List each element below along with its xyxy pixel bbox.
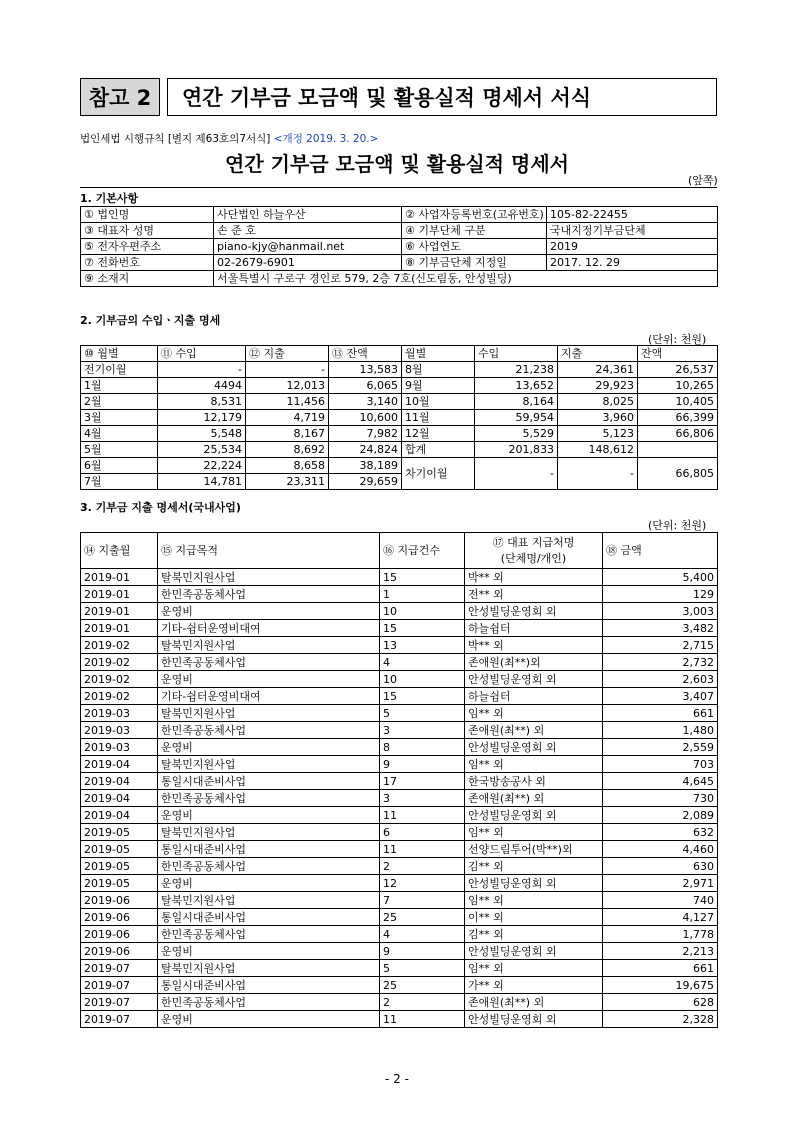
purpose-cell: 통일시대준비사업	[158, 909, 380, 926]
count-cell: 15	[380, 569, 465, 586]
table-row	[81, 1011, 718, 1028]
month-cell: 12월	[402, 426, 475, 442]
amount-cell: 661	[603, 705, 718, 722]
date-cell: 2019-06	[81, 909, 158, 926]
table-row	[81, 977, 718, 994]
count-cell: 9	[380, 943, 465, 960]
date-cell: 2019-07	[81, 960, 158, 977]
recipient-cell: 전** 외	[465, 586, 603, 603]
date-cell: 2019-04	[81, 773, 158, 790]
count-cell: 2	[380, 858, 465, 875]
amount-cell: 10,600	[329, 410, 402, 426]
amount-cell: 12,013	[246, 378, 329, 394]
month-cell: 합계	[402, 442, 475, 458]
date-cell: 2019-01	[81, 603, 158, 620]
count-cell: 25	[380, 909, 465, 926]
field-label: ⑦ 전화번호	[81, 255, 214, 271]
field-label: ④ 기부단체 구분	[402, 223, 547, 239]
section2-title: 2. 기부금의 수입ㆍ지출 명세	[80, 314, 221, 327]
amount-cell: -	[558, 458, 638, 490]
amount-cell: 7,982	[329, 426, 402, 442]
purpose-cell: 탈북민지원사업	[158, 756, 380, 773]
count-cell: 5	[380, 705, 465, 722]
field-label: ③ 대표자 성명	[81, 223, 214, 239]
amount-cell: 148,612	[558, 442, 638, 458]
table-row	[81, 654, 718, 671]
count-cell: 2	[380, 994, 465, 1011]
amount-cell: 4,645	[603, 773, 718, 790]
field-label: ② 사업자등록번호(고유번호)	[402, 207, 547, 223]
purpose-cell: 탈북민지원사업	[158, 569, 380, 586]
table-row	[81, 892, 718, 909]
count-cell: 25	[380, 977, 465, 994]
section3-title: 3. 기부금 지출 명세서(국내사업)	[80, 501, 241, 514]
amount-cell: 2,089	[603, 807, 718, 824]
table-row	[81, 824, 718, 841]
amount-cell: 66,399	[638, 410, 718, 426]
recipient-cell: 존애원(최**) 외	[465, 722, 603, 739]
table-row	[81, 569, 718, 586]
column-header: 수입	[475, 346, 558, 362]
column-header: 월별	[402, 346, 475, 362]
law-reference	[80, 131, 378, 146]
table-row	[81, 362, 718, 378]
recipient-cell: 안성빌딩운영회 외	[465, 807, 603, 824]
count-cell: 4	[380, 654, 465, 671]
purpose-cell: 운영비	[158, 1011, 380, 1028]
table-row	[81, 671, 718, 688]
amount-cell: 24,824	[329, 442, 402, 458]
table-row	[81, 807, 718, 824]
recipient-cell: 임** 외	[465, 705, 603, 722]
table-row	[81, 637, 718, 654]
recipient-cell: 안성빌딩운영회 외	[465, 943, 603, 960]
amount-cell: -	[246, 362, 329, 378]
amount-cell: 5,400	[603, 569, 718, 586]
recipient-cell: 하늘쉼터	[465, 620, 603, 637]
month-cell: 4월	[81, 426, 158, 442]
field-value: 105-82-22455	[547, 207, 718, 223]
basic-info-row	[81, 255, 718, 271]
amount-cell: 66,805	[638, 458, 718, 490]
amount-cell: 3,003	[603, 603, 718, 620]
table-row	[81, 841, 718, 858]
date-cell: 2019-04	[81, 756, 158, 773]
amount-cell: 12,179	[158, 410, 246, 426]
date-cell: 2019-03	[81, 739, 158, 756]
purpose-cell: 한민족공동체사업	[158, 586, 380, 603]
table-row	[81, 442, 718, 458]
amount-cell: 129	[603, 586, 718, 603]
column-header: ⑯ 지급건수	[380, 533, 465, 569]
month-cell: 10월	[402, 394, 475, 410]
date-cell: 2019-01	[81, 569, 158, 586]
recipient-cell: 안성빌딩운영회 외	[465, 875, 603, 892]
divider	[80, 187, 717, 188]
table-row	[81, 705, 718, 722]
recipient-cell: 박** 외	[465, 569, 603, 586]
date-cell: 2019-03	[81, 722, 158, 739]
amount-cell: 8,658	[246, 458, 329, 474]
recipient-cell: 하늘쉼터	[465, 688, 603, 705]
table-row	[81, 926, 718, 943]
amount-cell: 2,559	[603, 739, 718, 756]
purpose-cell: 한민족공동체사업	[158, 994, 380, 1011]
basic-info-row	[81, 207, 718, 223]
amount-cell: 8,692	[246, 442, 329, 458]
recipient-cell: 임** 외	[465, 756, 603, 773]
table-row	[81, 960, 718, 977]
purpose-cell: 운영비	[158, 807, 380, 824]
purpose-cell: 탈북민지원사업	[158, 705, 380, 722]
amount-cell: 25,534	[158, 442, 246, 458]
amount-cell: 8,531	[158, 394, 246, 410]
month-cell: 전기이월	[81, 362, 158, 378]
recipient-cell: 안성빌딩운영회 외	[465, 1011, 603, 1028]
column-header: ⑪ 수입	[158, 346, 246, 362]
table-row	[81, 722, 718, 739]
column-header: ⑬ 잔액	[329, 346, 402, 362]
date-cell: 2019-04	[81, 790, 158, 807]
amount-cell: 13,583	[329, 362, 402, 378]
count-cell: 3	[380, 790, 465, 807]
column-header: ⑫ 지출	[246, 346, 329, 362]
count-cell: 11	[380, 807, 465, 824]
date-cell: 2019-06	[81, 943, 158, 960]
amount-cell: 23,311	[246, 474, 329, 490]
amount-cell: 2,213	[603, 943, 718, 960]
purpose-cell: 운영비	[158, 943, 380, 960]
date-cell: 2019-04	[81, 807, 158, 824]
recipient-cell: 한국방송공사 외	[465, 773, 603, 790]
table-row	[81, 620, 718, 637]
date-cell: 2019-03	[81, 705, 158, 722]
amount-cell: 2,328	[603, 1011, 718, 1028]
basic-info-row	[81, 239, 718, 255]
purpose-cell: 운영비	[158, 739, 380, 756]
amount-cell: 661	[603, 960, 718, 977]
header-line: (단체명/개인)	[500, 551, 567, 565]
amount-cell: 66,806	[638, 426, 718, 442]
header-row	[81, 346, 718, 362]
amount-cell: 5,529	[475, 426, 558, 442]
column-header: 지출	[558, 346, 638, 362]
table-row	[81, 739, 718, 756]
table-row	[81, 410, 718, 426]
table-row	[81, 790, 718, 807]
table-row	[81, 909, 718, 926]
amount-cell: 2,715	[603, 637, 718, 654]
amount-cell: 2,971	[603, 875, 718, 892]
field-label: ⑤ 전자우편주소	[81, 239, 214, 255]
purpose-cell: 탈북민지원사업	[158, 892, 380, 909]
revision-date: <개정 2019. 3. 20.>	[273, 133, 379, 145]
amount-cell: 22,224	[158, 458, 246, 474]
recipient-cell: 김** 외	[465, 926, 603, 943]
document-title: 연간 기부금 모금액 및 활용실적 명세서	[225, 152, 569, 176]
column-header	[465, 533, 603, 569]
amount-cell: 201,833	[475, 442, 558, 458]
count-cell: 3	[380, 722, 465, 739]
purpose-cell: 한민족공동체사업	[158, 790, 380, 807]
amount-cell: 5,123	[558, 426, 638, 442]
field-value: 손 준 호	[214, 223, 402, 239]
amount-cell: 3,140	[329, 394, 402, 410]
count-cell: 9	[380, 756, 465, 773]
field-value: 국내지정기부금단체	[547, 223, 718, 239]
table-row	[81, 858, 718, 875]
amount-cell: 10,405	[638, 394, 718, 410]
amount-cell: 630	[603, 858, 718, 875]
count-cell: 6	[380, 824, 465, 841]
amount-cell: 21,238	[475, 362, 558, 378]
purpose-cell: 한민족공동체사업	[158, 858, 380, 875]
table-row	[81, 378, 718, 394]
date-cell: 2019-05	[81, 841, 158, 858]
purpose-cell: 운영비	[158, 875, 380, 892]
amount-cell: 632	[603, 824, 718, 841]
amount-cell: 2,732	[603, 654, 718, 671]
amount-cell: 3,407	[603, 688, 718, 705]
date-cell: 2019-05	[81, 875, 158, 892]
month-cell: 3월	[81, 410, 158, 426]
month-cell: 2월	[81, 394, 158, 410]
front-side-label: (앞쪽)	[688, 174, 718, 187]
amount-cell: 14,781	[158, 474, 246, 490]
count-cell: 11	[380, 1011, 465, 1028]
month-cell: 5월	[81, 442, 158, 458]
date-cell: 2019-02	[81, 671, 158, 688]
basic-info-row	[81, 223, 718, 239]
purpose-cell: 탈북민지원사업	[158, 960, 380, 977]
law-reference-text: 법인세법 시행규칙 [별지 제63호의7서식]	[80, 133, 271, 145]
recipient-cell: 존애원(최**) 외	[465, 994, 603, 1011]
header-row	[81, 533, 718, 569]
field-label: ① 법인명	[81, 207, 214, 223]
amount-cell: 29,659	[329, 474, 402, 490]
amount-cell: 13,652	[475, 378, 558, 394]
purpose-cell: 통일시대준비사업	[158, 977, 380, 994]
purpose-cell: 한민족공동체사업	[158, 654, 380, 671]
amount-cell: 4,460	[603, 841, 718, 858]
header-line: ⑰ 대표 지급처명	[492, 535, 575, 549]
table-row	[81, 943, 718, 960]
date-cell: 2019-07	[81, 977, 158, 994]
field-value: 02-2679-6901	[214, 255, 402, 271]
date-cell: 2019-07	[81, 994, 158, 1011]
amount-cell: 3,960	[558, 410, 638, 426]
amount-cell: 1,778	[603, 926, 718, 943]
recipient-cell: 이** 외	[465, 909, 603, 926]
count-cell: 11	[380, 841, 465, 858]
amount-cell: 1,480	[603, 722, 718, 739]
amount-cell: 6,065	[329, 378, 402, 394]
date-cell: 2019-06	[81, 892, 158, 909]
column-header: ⑱ 금액	[603, 533, 718, 569]
amount-cell: 59,954	[475, 410, 558, 426]
count-cell: 17	[380, 773, 465, 790]
recipient-cell: 안성빌딩운영회 외	[465, 739, 603, 756]
purpose-cell: 기타-쉼터운영비대여	[158, 688, 380, 705]
purpose-cell: 한민족공동체사업	[158, 926, 380, 943]
amount-cell: 38,189	[329, 458, 402, 474]
month-cell: 1월	[81, 378, 158, 394]
amount-cell: 5,548	[158, 426, 246, 442]
count-cell: 5	[380, 960, 465, 977]
amount-cell: 730	[603, 790, 718, 807]
amount-cell: 11,456	[246, 394, 329, 410]
amount-cell: 10,265	[638, 378, 718, 394]
table-row	[81, 875, 718, 892]
purpose-cell: 기타-쉼터운영비대여	[158, 620, 380, 637]
amount-cell: 8,167	[246, 426, 329, 442]
amount-cell: 740	[603, 892, 718, 909]
purpose-cell: 탈북민지원사업	[158, 824, 380, 841]
amount-cell: 19,675	[603, 977, 718, 994]
date-cell: 2019-02	[81, 688, 158, 705]
amount-cell: -	[475, 458, 558, 490]
recipient-cell: 선양드림투어(박**)외	[465, 841, 603, 858]
amount-cell: 26,537	[638, 362, 718, 378]
field-value: piano-kjy@hanmail.net	[214, 239, 402, 255]
field-label: ⑨ 소재지	[81, 271, 214, 287]
date-cell: 2019-05	[81, 858, 158, 875]
amount-cell: 24,361	[558, 362, 638, 378]
date-cell: 2019-06	[81, 926, 158, 943]
amount-cell: 29,923	[558, 378, 638, 394]
column-header: 잔액	[638, 346, 718, 362]
table-row	[81, 458, 718, 474]
recipient-cell: 안성빌딩운영회 외	[465, 671, 603, 688]
amount-cell: 3,482	[603, 620, 718, 637]
field-value: 사단법인 하늘우산	[214, 207, 402, 223]
recipient-cell: 가** 외	[465, 977, 603, 994]
basic-info-table	[80, 206, 718, 287]
amount-cell: 4494	[158, 378, 246, 394]
page-number: - 2 -	[385, 1072, 409, 1086]
purpose-cell: 탈북민지원사업	[158, 637, 380, 654]
count-cell: 15	[380, 688, 465, 705]
table-row	[81, 394, 718, 410]
recipient-cell: 김** 외	[465, 858, 603, 875]
field-value: 서울특별시 구로구 경인로 579, 2층 7호(신도림동, 안성빌딩)	[214, 271, 718, 287]
count-cell: 15	[380, 620, 465, 637]
count-cell: 13	[380, 637, 465, 654]
count-cell: 8	[380, 739, 465, 756]
date-cell: 2019-07	[81, 1011, 158, 1028]
table-row	[81, 603, 718, 620]
column-header: ⑮ 지급목적	[158, 533, 380, 569]
amount-cell: -	[158, 362, 246, 378]
amount-cell	[638, 442, 718, 458]
date-cell: 2019-02	[81, 654, 158, 671]
month-cell: 7월	[81, 474, 158, 490]
field-label: ⑥ 사업연도	[402, 239, 547, 255]
section3-unit: (단위: 천원)	[648, 519, 707, 532]
carry-over-label: 차기이월	[402, 458, 475, 490]
month-cell: 6월	[81, 458, 158, 474]
count-cell: 1	[380, 586, 465, 603]
date-cell: 2019-01	[81, 586, 158, 603]
reference-title: 연간 기부금 모금액 및 활용실적 명세서 서식	[167, 78, 717, 116]
expense-detail-table	[80, 532, 718, 1028]
purpose-cell: 통일시대준비사업	[158, 841, 380, 858]
month-cell: 11월	[402, 410, 475, 426]
recipient-cell: 임** 외	[465, 892, 603, 909]
table-row	[81, 756, 718, 773]
count-cell: 12	[380, 875, 465, 892]
field-label: ⑧ 기부금단체 지정일	[402, 255, 547, 271]
amount-cell: 4,127	[603, 909, 718, 926]
recipient-cell: 안성빌딩운영회 외	[465, 603, 603, 620]
count-cell: 7	[380, 892, 465, 909]
date-cell: 2019-01	[81, 620, 158, 637]
amount-cell: 628	[603, 994, 718, 1011]
recipient-cell: 임** 외	[465, 824, 603, 841]
table-row	[81, 426, 718, 442]
basic-info-row	[81, 271, 718, 287]
month-cell: 9월	[402, 378, 475, 394]
income-expense-table	[80, 345, 718, 490]
count-cell: 4	[380, 926, 465, 943]
purpose-cell: 한민족공동체사업	[158, 722, 380, 739]
table-row	[81, 994, 718, 1011]
amount-cell: 2,603	[603, 671, 718, 688]
recipient-cell: 임** 외	[465, 960, 603, 977]
amount-cell: 4,719	[246, 410, 329, 426]
amount-cell: 8,025	[558, 394, 638, 410]
purpose-cell: 운영비	[158, 603, 380, 620]
field-value: 2017. 12. 29	[547, 255, 718, 271]
table-row	[81, 688, 718, 705]
recipient-cell: 존애원(최**) 외	[465, 790, 603, 807]
date-cell: 2019-05	[81, 824, 158, 841]
month-cell: 8월	[402, 362, 475, 378]
table-row	[81, 586, 718, 603]
reference-label: 참고 2	[80, 78, 160, 116]
column-header: ⑭ 지출월	[81, 533, 158, 569]
count-cell: 10	[380, 671, 465, 688]
date-cell: 2019-02	[81, 637, 158, 654]
recipient-cell: 박** 외	[465, 637, 603, 654]
count-cell: 10	[380, 603, 465, 620]
section1-title: 1. 기본사항	[80, 192, 139, 205]
purpose-cell: 운영비	[158, 671, 380, 688]
column-header: ⑩ 월별	[81, 346, 158, 362]
amount-cell: 8,164	[475, 394, 558, 410]
amount-cell: 703	[603, 756, 718, 773]
field-value: 2019	[547, 239, 718, 255]
purpose-cell: 통일시대준비사업	[158, 773, 380, 790]
section2-unit: (단위: 천원)	[648, 333, 707, 346]
table-row	[81, 773, 718, 790]
recipient-cell: 존애원(최**)외	[465, 654, 603, 671]
